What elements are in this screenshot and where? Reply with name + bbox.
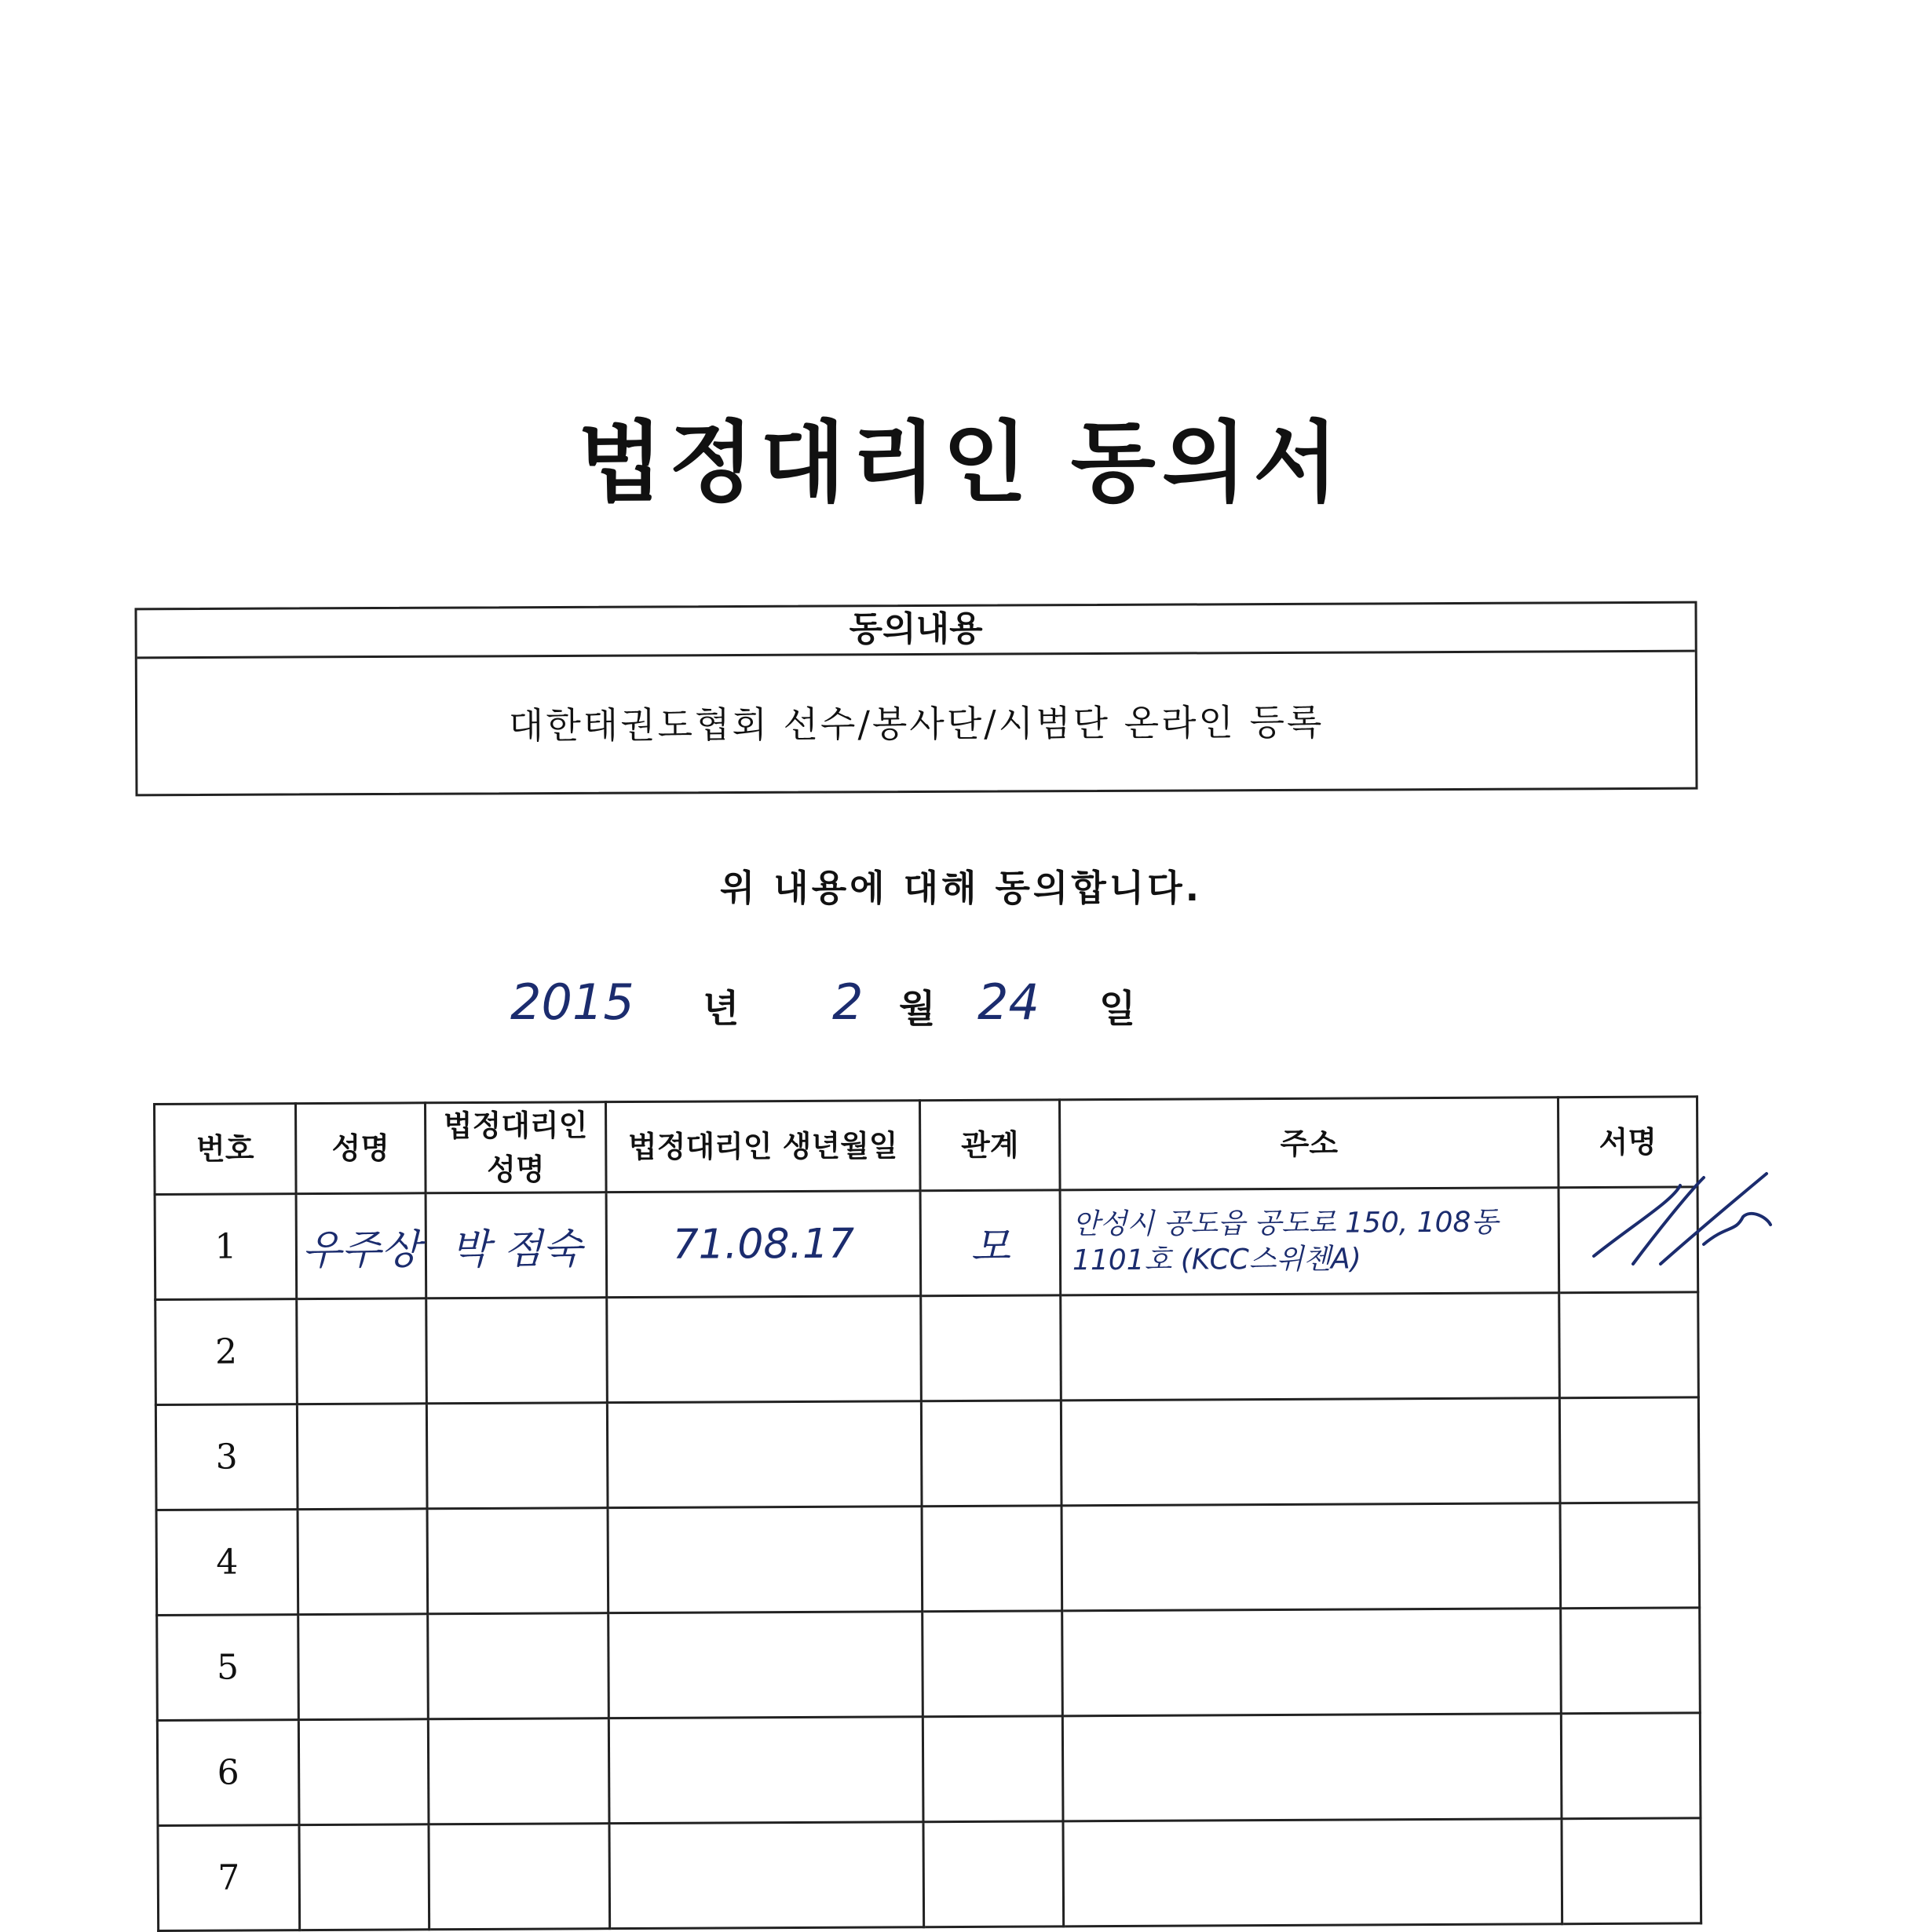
cell-signature xyxy=(1559,1397,1699,1503)
cell-guardian-birth xyxy=(608,1612,923,1718)
cell-address xyxy=(1062,1609,1562,1716)
cell-name xyxy=(299,1824,429,1930)
table-row xyxy=(156,1503,1700,1616)
cell-no: 6 xyxy=(157,1720,299,1826)
cell-name xyxy=(298,1509,428,1615)
cell-signature xyxy=(1561,1713,1701,1819)
header-name: 성명 xyxy=(296,1103,426,1194)
cell-no: 7 xyxy=(158,1825,300,1931)
cell-guardian-name xyxy=(426,1298,608,1404)
date-month: 2 xyxy=(832,973,864,1031)
header-guardian-name: 법정대리인 성명 xyxy=(426,1102,607,1193)
cell-guardian-name: 박 점숙 xyxy=(426,1192,607,1298)
consent-box xyxy=(134,601,1697,797)
cell-guardian-name xyxy=(428,1613,609,1719)
cell-relation xyxy=(922,1506,1062,1612)
header-guardian-birth: 법정대리인 생년월일 xyxy=(606,1101,921,1192)
table-row xyxy=(155,1397,1699,1510)
date-day: 24 xyxy=(977,973,1040,1031)
cell-guardian-birth xyxy=(607,1296,922,1403)
table-row xyxy=(155,1292,1699,1405)
cell-address: 안성시 공도읍 공도로 150, 108동 1101호 (KCC스위첸A) xyxy=(1060,1188,1559,1295)
handwritten-signature xyxy=(1586,1170,1774,1280)
cell-name xyxy=(298,1614,429,1720)
cell-address xyxy=(1061,1293,1560,1401)
table-row xyxy=(158,1818,1701,1931)
cell-guardian-name xyxy=(427,1508,608,1614)
table-header-row xyxy=(155,1097,1698,1195)
cell-name: 우주상 xyxy=(296,1193,426,1299)
year-label: 년 xyxy=(703,987,740,1031)
registration-table xyxy=(153,1095,1700,1932)
cell-relation xyxy=(923,1611,1063,1717)
cell-no: 1 xyxy=(155,1194,297,1300)
cell-address xyxy=(1061,1398,1560,1506)
cell-relation: 모 xyxy=(920,1190,1061,1296)
cell-signature xyxy=(1560,1503,1700,1609)
cell-guardian-name xyxy=(426,1403,608,1509)
cell-guardian-birth xyxy=(608,1507,923,1613)
cell-relation xyxy=(921,1295,1061,1401)
cell-no: 3 xyxy=(155,1404,298,1510)
header-signature: 서명 xyxy=(1558,1097,1697,1188)
cell-no: 2 xyxy=(155,1299,298,1405)
date-row xyxy=(0,973,1922,1052)
header-no: 번호 xyxy=(155,1104,297,1195)
consent-content: 대한태권도협회 선수/봉사단/시범단 온라인 등록 xyxy=(508,700,1325,747)
cell-no: 5 xyxy=(157,1615,299,1721)
cell-name xyxy=(297,1298,427,1404)
cell-relation xyxy=(923,1716,1063,1822)
cell-guardian-name xyxy=(429,1824,610,1930)
cell-signature xyxy=(1559,1292,1699,1398)
header-address: 주소 xyxy=(1059,1097,1558,1190)
cell-relation xyxy=(923,1821,1064,1927)
page-title: 법정대리인 동의서 xyxy=(577,412,1345,514)
cell-name xyxy=(297,1404,427,1510)
header-relation: 관계 xyxy=(919,1100,1060,1191)
cell-name xyxy=(298,1719,429,1825)
cell-relation xyxy=(921,1401,1061,1507)
cell-guardian-birth xyxy=(608,1717,923,1824)
cell-guardian-birth xyxy=(607,1401,922,1508)
table-row xyxy=(157,1713,1701,1826)
agreement-statement: 위 내용에 대해 동의합니다. xyxy=(719,867,1203,909)
cell-address xyxy=(1063,1819,1562,1927)
cell-guardian-birth xyxy=(609,1822,924,1929)
cell-guardian-name xyxy=(428,1718,609,1824)
cell-signature xyxy=(1562,1818,1701,1924)
cell-guardian-birth: 71.08.17 xyxy=(606,1191,921,1298)
cell-signature xyxy=(1561,1608,1701,1714)
day-label: 일 xyxy=(1099,987,1136,1031)
cell-address xyxy=(1061,1503,1561,1611)
cell-no: 4 xyxy=(156,1510,298,1616)
table-row xyxy=(155,1187,1698,1300)
cell-address xyxy=(1062,1714,1562,1821)
date-year: 2015 xyxy=(510,973,634,1031)
consent-header: 동의내용 xyxy=(137,604,1694,659)
table-row xyxy=(157,1608,1701,1721)
month-label: 월 xyxy=(899,987,936,1031)
